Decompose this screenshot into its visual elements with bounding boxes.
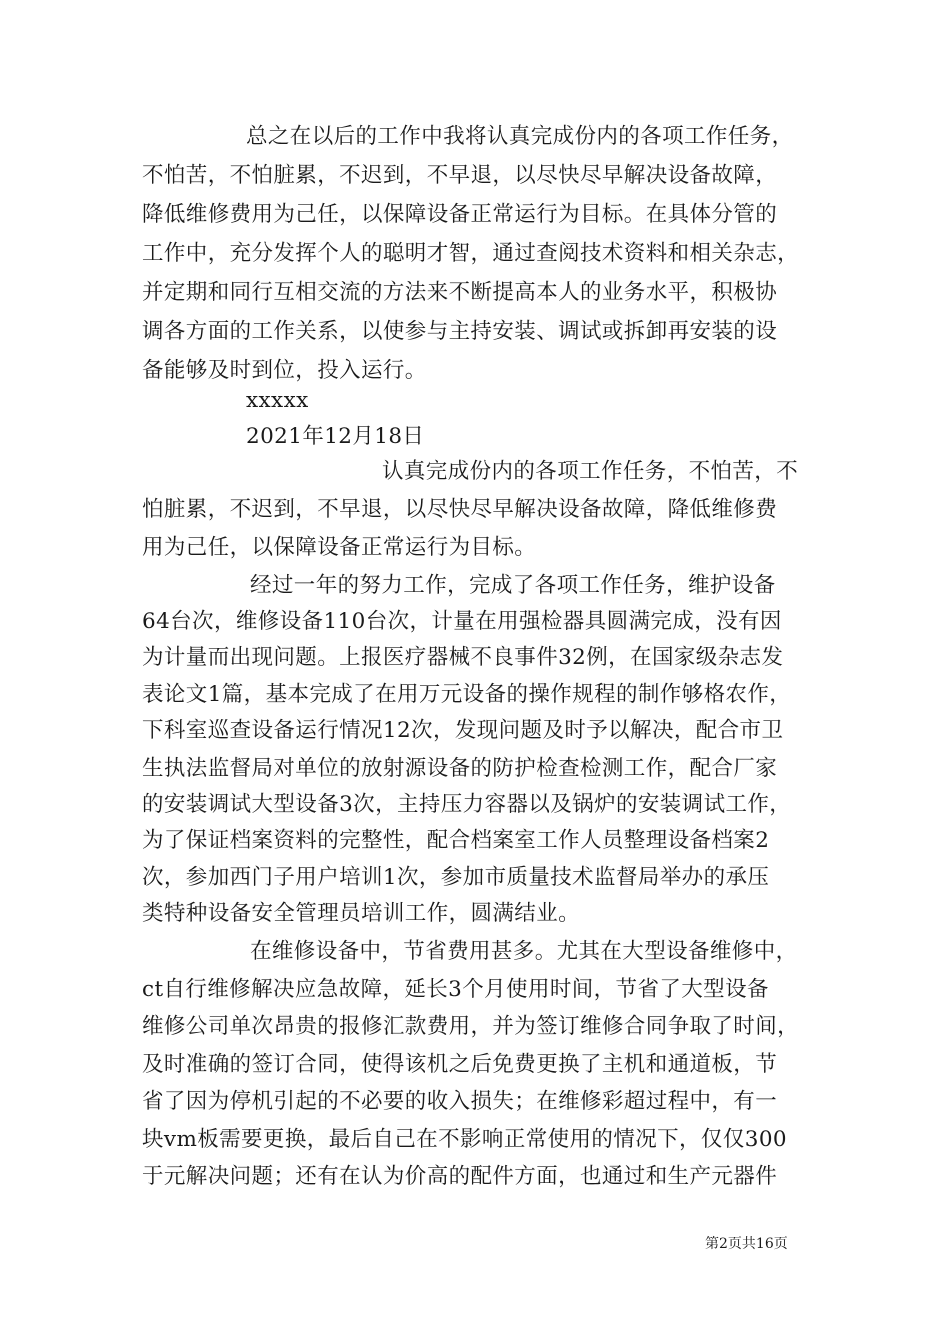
signature-name: xxxxx [246,388,309,413]
text-line: ct自行维修解决应急故障，延长3个月使用时间，节省了大型设备 [142,977,769,1002]
text-line: 在维修设备中，节省费用甚多。尤其在大型设备维修中， [250,939,798,964]
text-line: 次，参加西门子用户培训1次，参加市质量技术监督局举办的承压 [142,865,770,890]
text-line: 备能够及时到位，投入运行。 [142,358,427,383]
text-line: 表论文1篇，基本完成了在用万元设备的操作规程的制作够格农作， [142,682,792,707]
text-line: 下科室巡查设备运行情况12次，发现问题及时予以解决，配合市卫 [142,718,784,743]
text-line: 总之在以后的工作中我将认真完成份内的各项工作任务， [246,124,794,149]
text-line: 维修公司单次昂贵的报修汇款费用，并为签订维修合同争取了时间， [142,1014,800,1039]
text-line: 块vm板需要更换，最后自己在不影响正常使用的情况下，仅仅300 [142,1127,787,1152]
text-line: 的安装调试大型设备3次，主持压力容器以及锅炉的安装调试工作， [142,792,792,817]
text-line: 省了因为停机引起的不必要的收入损失；在维修彩超过程中，有一 [142,1089,778,1114]
text-line: 及时准确的签订合同，使得该机之后免费更换了主机和通道板，节 [142,1052,778,1077]
text-line: 不怕苦，不怕脏累，不迟到，不早退，以尽快尽早解决设备故障， [142,163,778,188]
text-line: 认真完成份内的各项工作任务，不怕苦，不 [382,459,799,484]
text-line: 64台次，维修设备110台次，计量在用强检器具圆满完成，没有因 [142,609,782,634]
text-line: 为计量而出现问题。上报医疗器械不良事件32例，在国家级杂志发 [142,645,784,670]
text-line: 降低维修费用为己任，以保障设备正常运行为目标。在具体分管的 [142,202,778,227]
page-number-footer: 第2页共16页 [705,1236,788,1252]
text-line: 生执法监督局对单位的放射源设备的防护检查检测工作，配合厂家 [142,756,778,781]
text-line: 类特种设备安全管理员培训工作，圆满结业。 [142,901,581,926]
text-line: 工作中，充分发挥个人的聪明才智，通过查阅技术资料和相关杂志， [142,241,800,266]
text-line: 并定期和同行互相交流的方法来不断提高本人的业务水平，积极协 [142,280,778,305]
text-line: 调各方面的工作关系，以使参与主持安装、调试或拆卸再安装的设 [142,319,778,344]
text-line: 怕脏累，不迟到，不早退，以尽快尽早解决设备故障，降低维修费 [142,497,778,522]
text-line: 经过一年的努力工作，完成了各项工作任务，维护设备 [250,573,776,598]
signature-date: 2021年12月18日 [246,424,425,449]
text-line: 用为己任，以保障设备正常运行为目标。 [142,535,537,560]
text-line: 于元解决问题；还有在认为价高的配件方面，也通过和生产元器件 [142,1164,778,1189]
text-line: 为了保证档案资料的完整性，配合档案室工作人员整理设备档案2 [142,828,770,853]
